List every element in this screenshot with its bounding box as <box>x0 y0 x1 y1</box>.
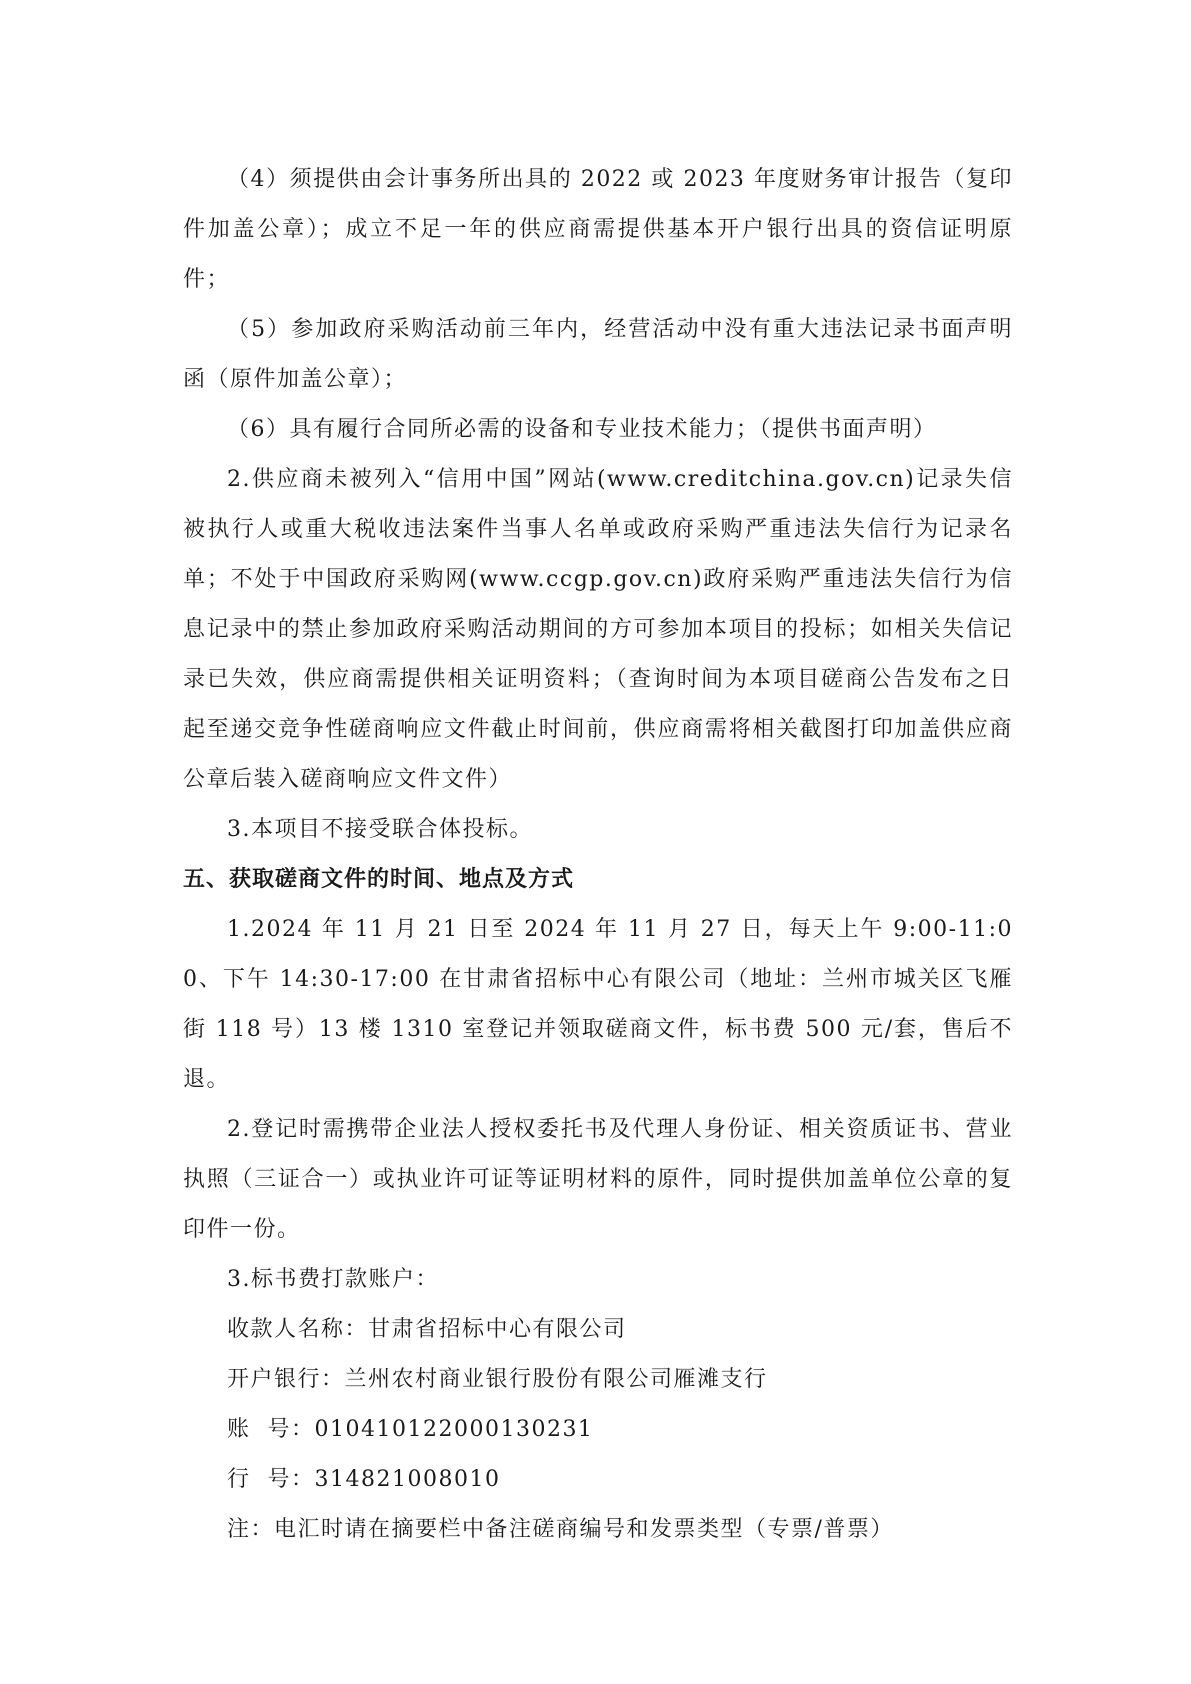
paragraph-credit-record: 2.供应商未被列入“信用中国”网站(www.creditchina.gov.cn)记录失信 被执行人或重大税收违法案件当事人名单或政府采购严重违法失信行为记录名单；不处于中国政府采购网(www.ccgp.gov.cn)政府采购严重违法失信行为信息记录中的禁止参加政府采购活动期间的方可参加本项目的投标；如相关失信记录已失效，供应商需提供相关证明资料；（查询时间为本项目磋商公告发布之日起至递交竞争性磋商响应文件截止时间前，供应商需将相关截图打印加盖供应商公章后装入磋商响应文件文件） <box>183 467 1013 792</box>
paragraph-bank-number: 行 号：314821008010 <box>227 1467 501 1492</box>
paragraph-bank-name: 开户银行：兰州农村商业银行股份有限公司雁滩支行 <box>227 1367 768 1392</box>
section-heading-obtain-documents: 五、获取磋商文件的时间、地点及方式 <box>183 867 575 892</box>
paragraph-fee-account-title: 3.标书费打款账户： <box>227 1267 439 1292</box>
document-page <box>183 155 1013 1555</box>
paragraph-financial-audit: （4）须提供由会计事务所出具的 2022 或 2023 年度财务审计报告（复印件加盖公章）；成立不足一年的供应商需提供基本开户银行出具的资信证明原件； <box>183 167 1013 292</box>
paragraph-wire-note: 注：电汇时请在摘要栏中备注磋商编号和发票类型（专票/普票） <box>227 1517 894 1542</box>
paragraph-account-number: 账 号：010410122000130231 <box>227 1417 594 1442</box>
paragraph-payee-name: 收款人名称：甘肃省招标中心有限公司 <box>227 1317 627 1342</box>
paragraph-registration-materials: 2.登记时需携带企业法人授权委托书及代理人身份证、相关资质证书、营业执照（三证合一）或执业许可证等证明材料的原件，同时提供加盖单位公章的复印件一份。 <box>183 1117 1013 1242</box>
paragraph-no-violation-statement: （5）参加政府采购活动前三年内，经营活动中没有重大违法记录书面声明函（原件加盖公章）； <box>183 317 1013 392</box>
paragraph-equipment-capability: （6）具有履行合同所必需的设备和专业技术能力；（提供书面声明） <box>227 417 937 442</box>
paragraph-registration-time-place: 1.2024 年 11 月 21 日至 2024 年 11 月 27 日，每天上午 9:00-11:00、下午 14:30-17:00 在甘肃省招标中心有限公司（地址：兰州市城关区飞雁街 118 号）13 楼 1310 室登记并领取磋商文件，标书费 500 元/套，售后不退。 <box>183 917 1013 1092</box>
paragraph-no-consortium: 3.本项目不接受联合体投标。 <box>227 817 533 842</box>
